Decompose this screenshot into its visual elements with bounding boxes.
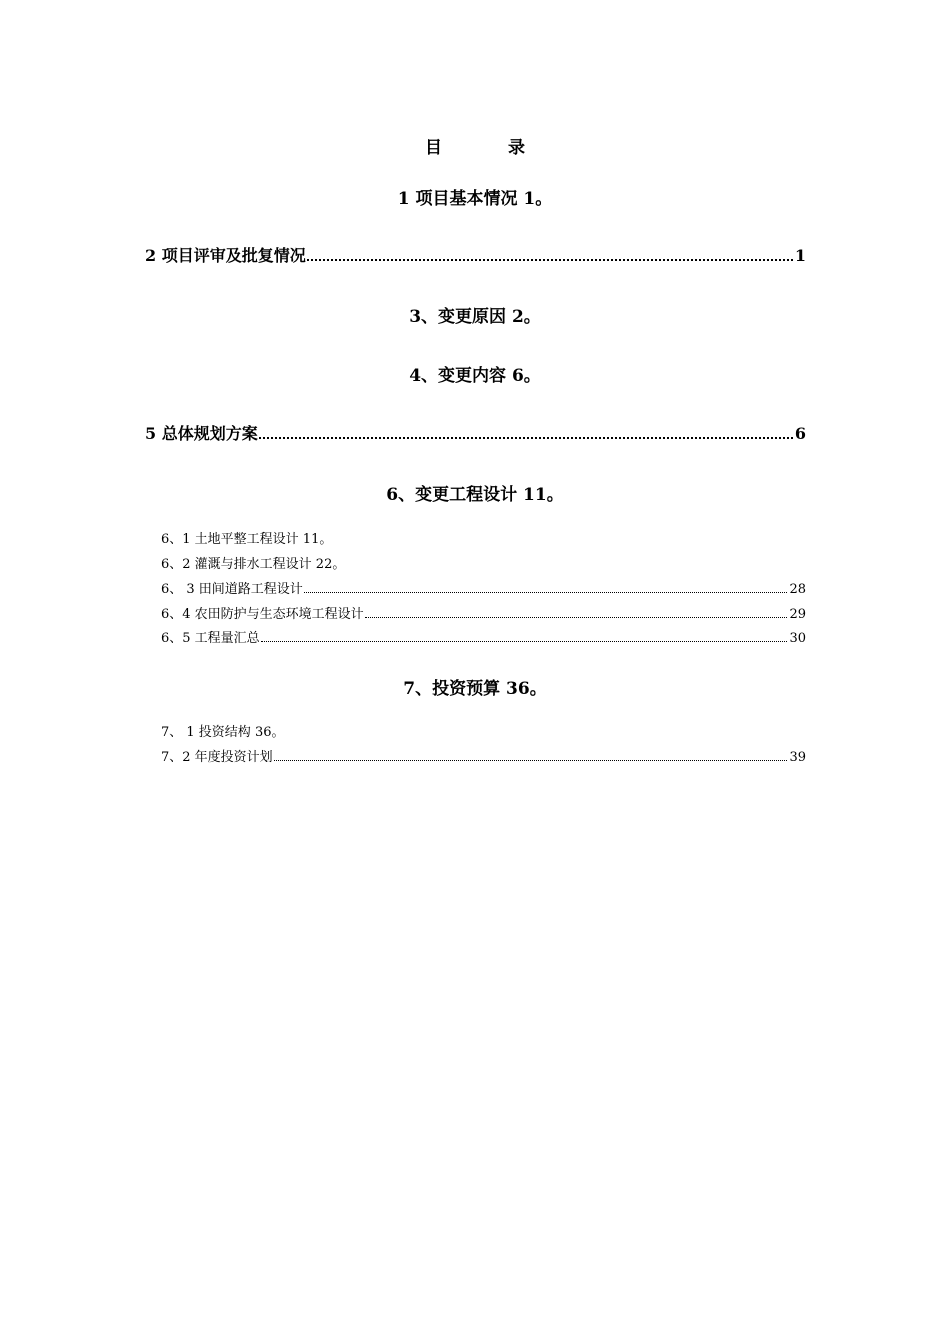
toc-entry-section-6-1: 6、1 土地平整工程设计 11。 — [161, 532, 333, 547]
dot-leader — [259, 421, 793, 439]
toc-entry-section-3: 3、变更原因 2。 — [409, 307, 541, 327]
dot-leader — [307, 243, 793, 261]
toc-page-number: 6 — [794, 424, 806, 443]
toc-entry-label: 6、4 农田防护与生态环境工程设计 — [161, 607, 364, 622]
toc-entry-section-6-2: 6、2 灌溉与排水工程设计 22。 — [161, 557, 346, 572]
toc-entry-section-6: 6、变更工程设计 11。 — [386, 485, 564, 505]
toc-entry-section-2 — [145, 243, 806, 266]
dot-leader — [261, 628, 788, 642]
toc-entry-label: 5 总体规划方案 — [145, 424, 258, 443]
dot-leader — [274, 747, 788, 761]
toc-entry-label: 2 项目评审及批复情况 — [145, 246, 306, 265]
toc-page-number: 1 — [794, 246, 806, 265]
toc-entry-section-1: 1 项目基本情况 1。 — [397, 189, 553, 209]
toc-entry-label: 6、 3 田间道路工程设计 — [161, 582, 303, 597]
dot-leader — [304, 579, 788, 593]
toc-page-number: 29 — [789, 607, 806, 622]
toc-entry-section-5 — [145, 421, 806, 444]
toc-page-number: 28 — [789, 582, 806, 597]
toc-entry-section-7: 7、投资预算 36。 — [403, 679, 547, 699]
toc-entry-label: 7、2 年度投资计划 — [161, 750, 273, 765]
toc-entry-section-6-4 — [161, 603, 806, 622]
toc-page-number: 39 — [789, 750, 806, 765]
toc-entry-section-6-3 — [161, 578, 806, 597]
toc-entry-label: 6、5 工程量汇总 — [161, 631, 260, 646]
toc-entry-section-7-1: 7、 1 投资结构 36。 — [161, 725, 285, 740]
toc-entry-section-7-2 — [161, 746, 806, 765]
toc-title: 目 录 — [425, 138, 555, 158]
dot-leader — [365, 604, 788, 618]
toc-entry-section-6-5 — [161, 627, 806, 646]
toc-entry-section-4: 4、变更内容 6。 — [409, 366, 541, 386]
toc-page-number: 30 — [789, 631, 806, 646]
